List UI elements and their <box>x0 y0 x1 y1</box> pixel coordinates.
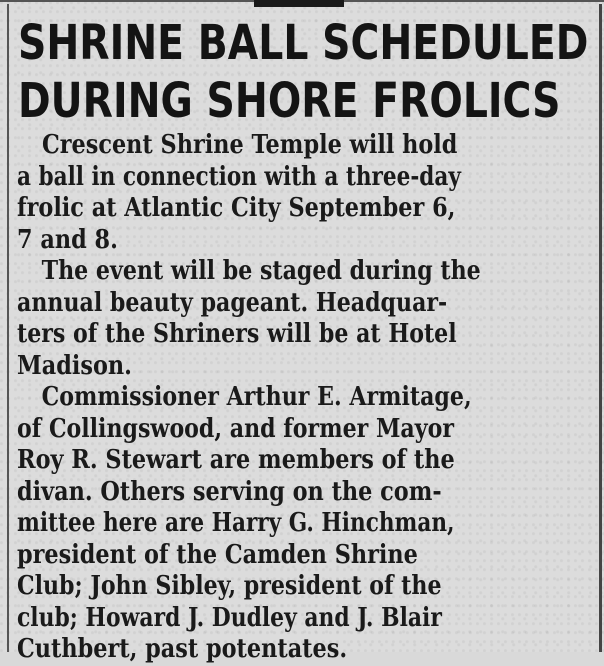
paragraph-3-line-7: Club; John Sibley, president of the <box>17 571 442 601</box>
article-body <box>17 130 587 666</box>
paragraph-3-line-6: president of the Camden Shrine <box>17 539 418 570</box>
paragraph-2-line-1: The event will be staged during the <box>41 256 481 286</box>
paragraph-1-line-4: 7 and 8. <box>17 224 118 255</box>
headline-line-1: SHRINE BALL SCHEDULED <box>18 15 589 71</box>
paragraph-3-line-4: divan. Others serving on the com- <box>17 476 442 507</box>
top-border-fragment <box>254 0 344 7</box>
headline-line-2: DURING SHORE FROLICS <box>18 73 561 129</box>
article-headline <box>18 14 589 130</box>
left-border-rule <box>7 4 9 652</box>
paragraph-2-line-3: ters of the Shriners will be at Hotel <box>17 319 457 349</box>
paragraph-1-line-1: Crescent Shrine Temple will hold <box>41 130 458 160</box>
paragraph-3-line-5: mittee here are Harry G. Hinchman, <box>17 508 455 538</box>
paragraph-3-line-1: Commissioner Arthur E. Armitage, <box>41 382 472 412</box>
paragraph-1-line-2: a ball in connection with a three-day <box>17 161 461 192</box>
right-border-rule <box>599 4 602 652</box>
paragraph-3-line-9: Cuthbert, past potentates. <box>17 634 348 664</box>
paragraph-2-line-4: Madison. <box>17 350 132 381</box>
paragraph-3-line-8: club; Howard J. Dudley and J. Blair <box>17 602 442 633</box>
paragraph-2-line-2: annual beauty pageant. Headquar- <box>17 287 448 318</box>
paragraph-3-line-3: Roy R. Stewart are members of the <box>17 445 455 475</box>
paragraph-3-line-2: of Collingswood, and former Mayor <box>17 413 454 444</box>
paragraph-1-line-3: frolic at Atlantic City September 6, <box>17 193 456 223</box>
